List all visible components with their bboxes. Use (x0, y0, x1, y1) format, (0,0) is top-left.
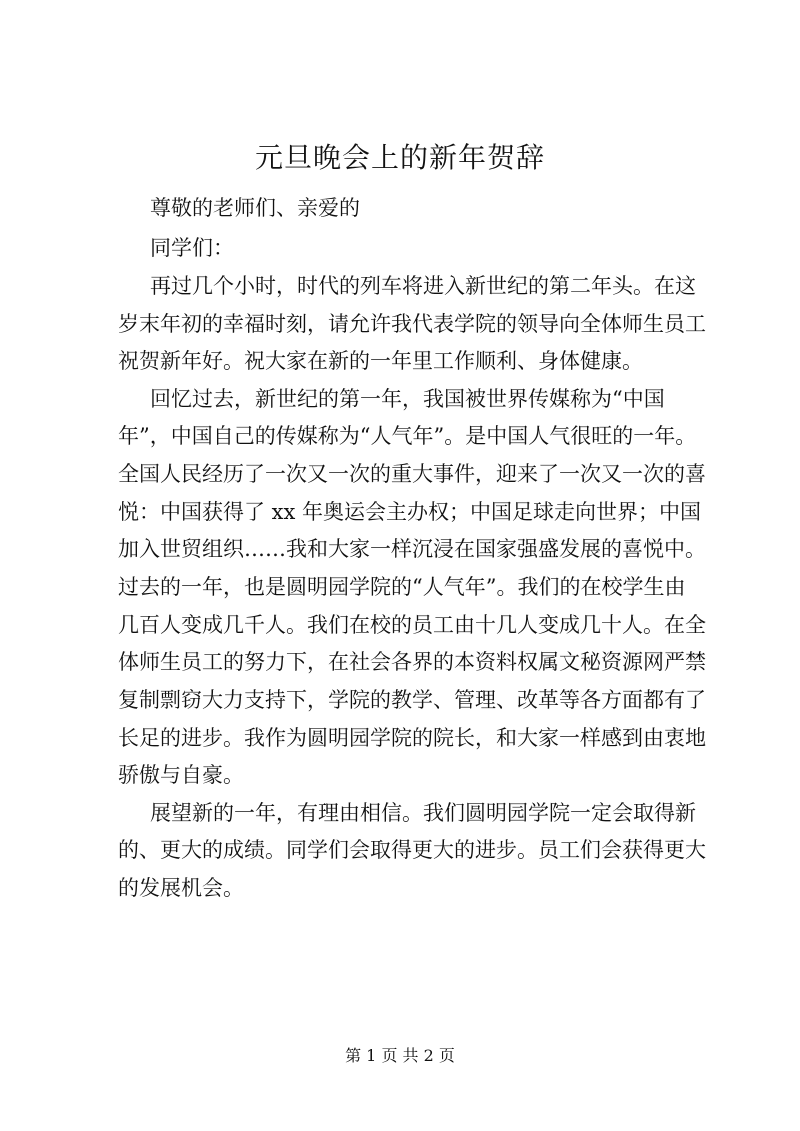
body-line: 的、更大的成绩。同学们会取得更大的进步。员工们会获得更大 (118, 838, 706, 862)
body-line: 过去的一年，也是圆明园学院的“人气年”。我们的在校学生由 (118, 575, 686, 599)
body-line: 加入世贸组织……我和大家一样沉浸在国家强盛发展的喜悦中。 (118, 537, 706, 561)
body-line: 再过几个小时，时代的列车将进入新世纪的第二年头。在这 (150, 274, 696, 298)
body-line: 体师生员工的努力下，在社会各界的本资料权属文秘资源网严禁 (118, 650, 706, 674)
page-number-footer: 第 1 页 共 2 页 (345, 1046, 455, 1065)
body-line: 年”，中国自己的传媒称为“人气年”。是中国人气很旺的一年。 (118, 424, 697, 448)
body-line: 骄傲与自豪。 (118, 763, 244, 787)
body-line: 悦：中国获得了 xx 年奥运会主办权；中国足球走向世界；中国 (118, 500, 702, 524)
body-line: 同学们： (150, 236, 234, 260)
body-line: 全国人民经历了一次又一次的重大事件，迎来了一次又一次的喜 (118, 462, 706, 486)
document-title: 元旦晚会上的新年贺辞 (254, 141, 545, 174)
body-line: 复制剽窃大力支持下，学院的教学、管理、改革等各方面都有了 (118, 688, 706, 712)
body-line: 尊敬的老师们、亲爱的 (150, 196, 360, 220)
body-line: 的发展机会。 (118, 876, 244, 900)
body-line: 岁末年初的幸福时刻，请允许我代表学院的领导向全体师生员工 (118, 312, 706, 336)
body-line: 长足的进步。我作为圆明园学院的院长，和大家一样感到由衷地 (118, 726, 706, 750)
body-line: 展望新的一年，有理由相信。我们圆明园学院一定会取得新 (150, 801, 696, 825)
body-line: 回忆过去，新世纪的第一年，我国被世界传媒称为“中国 (150, 387, 665, 411)
body-line: 祝贺新年好。祝大家在新的一年里工作顺利、身体健康。 (118, 349, 643, 373)
body-line: 几百人变成几千人。我们在校的员工由十几人变成几十人。在全 (118, 613, 706, 637)
